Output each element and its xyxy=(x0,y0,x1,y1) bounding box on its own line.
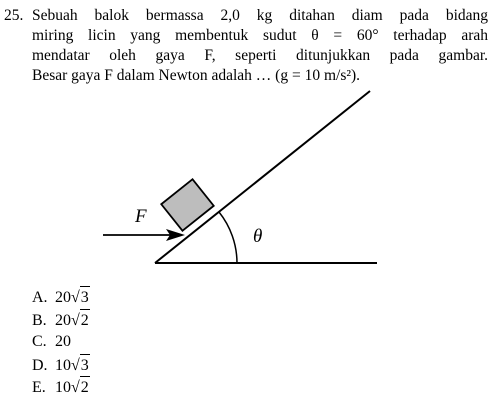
sqrt-icon: √ xyxy=(71,311,80,329)
sqrt-icon: √ xyxy=(71,356,80,374)
option-b[interactable] xyxy=(32,309,90,332)
option-letter: B. xyxy=(32,311,47,329)
angle-arc xyxy=(219,212,237,263)
option-e[interactable] xyxy=(32,376,90,399)
option-a[interactable] xyxy=(32,286,90,309)
option-letter: A. xyxy=(32,289,48,306)
option-letter: E. xyxy=(32,379,46,396)
option-coefficient: 20 xyxy=(55,289,71,306)
option-coefficient: 10 xyxy=(55,356,71,374)
option-radicand: 3 xyxy=(80,354,90,377)
question-number: 25. xyxy=(4,7,24,24)
option-d[interactable] xyxy=(32,354,90,377)
force-label: F xyxy=(135,206,147,227)
question-line: Besar gaya F dalam Newton adalah … (g = 10 m/s²). xyxy=(32,67,361,84)
sqrt-icon: √ xyxy=(71,289,80,306)
option-c[interactable] xyxy=(32,331,90,354)
option-letter: D. xyxy=(32,356,48,374)
option-letter: C. xyxy=(32,333,47,350)
question-line: Sebuah balok bermassa 2,0 kg ditahan diam pada bidang xyxy=(32,7,488,24)
option-radicand: 3 xyxy=(80,286,90,309)
incline-line xyxy=(155,91,370,263)
option-coefficient: 20 xyxy=(55,311,71,329)
angle-label: θ xyxy=(253,226,263,247)
sqrt-icon: √ xyxy=(71,379,80,396)
answer-options xyxy=(32,286,90,399)
option-coefficient: 10 xyxy=(55,379,71,396)
option-coefficient: 20 xyxy=(55,333,71,350)
question-line: mendatar oleh gaya F, seperti ditunjukkan pada gambar. xyxy=(32,47,488,64)
option-radicand: 2 xyxy=(80,376,90,399)
option-radicand: 2 xyxy=(80,309,90,332)
question-line: miring licin yang membentuk sudut θ = 60° terhadap arah xyxy=(32,27,488,44)
